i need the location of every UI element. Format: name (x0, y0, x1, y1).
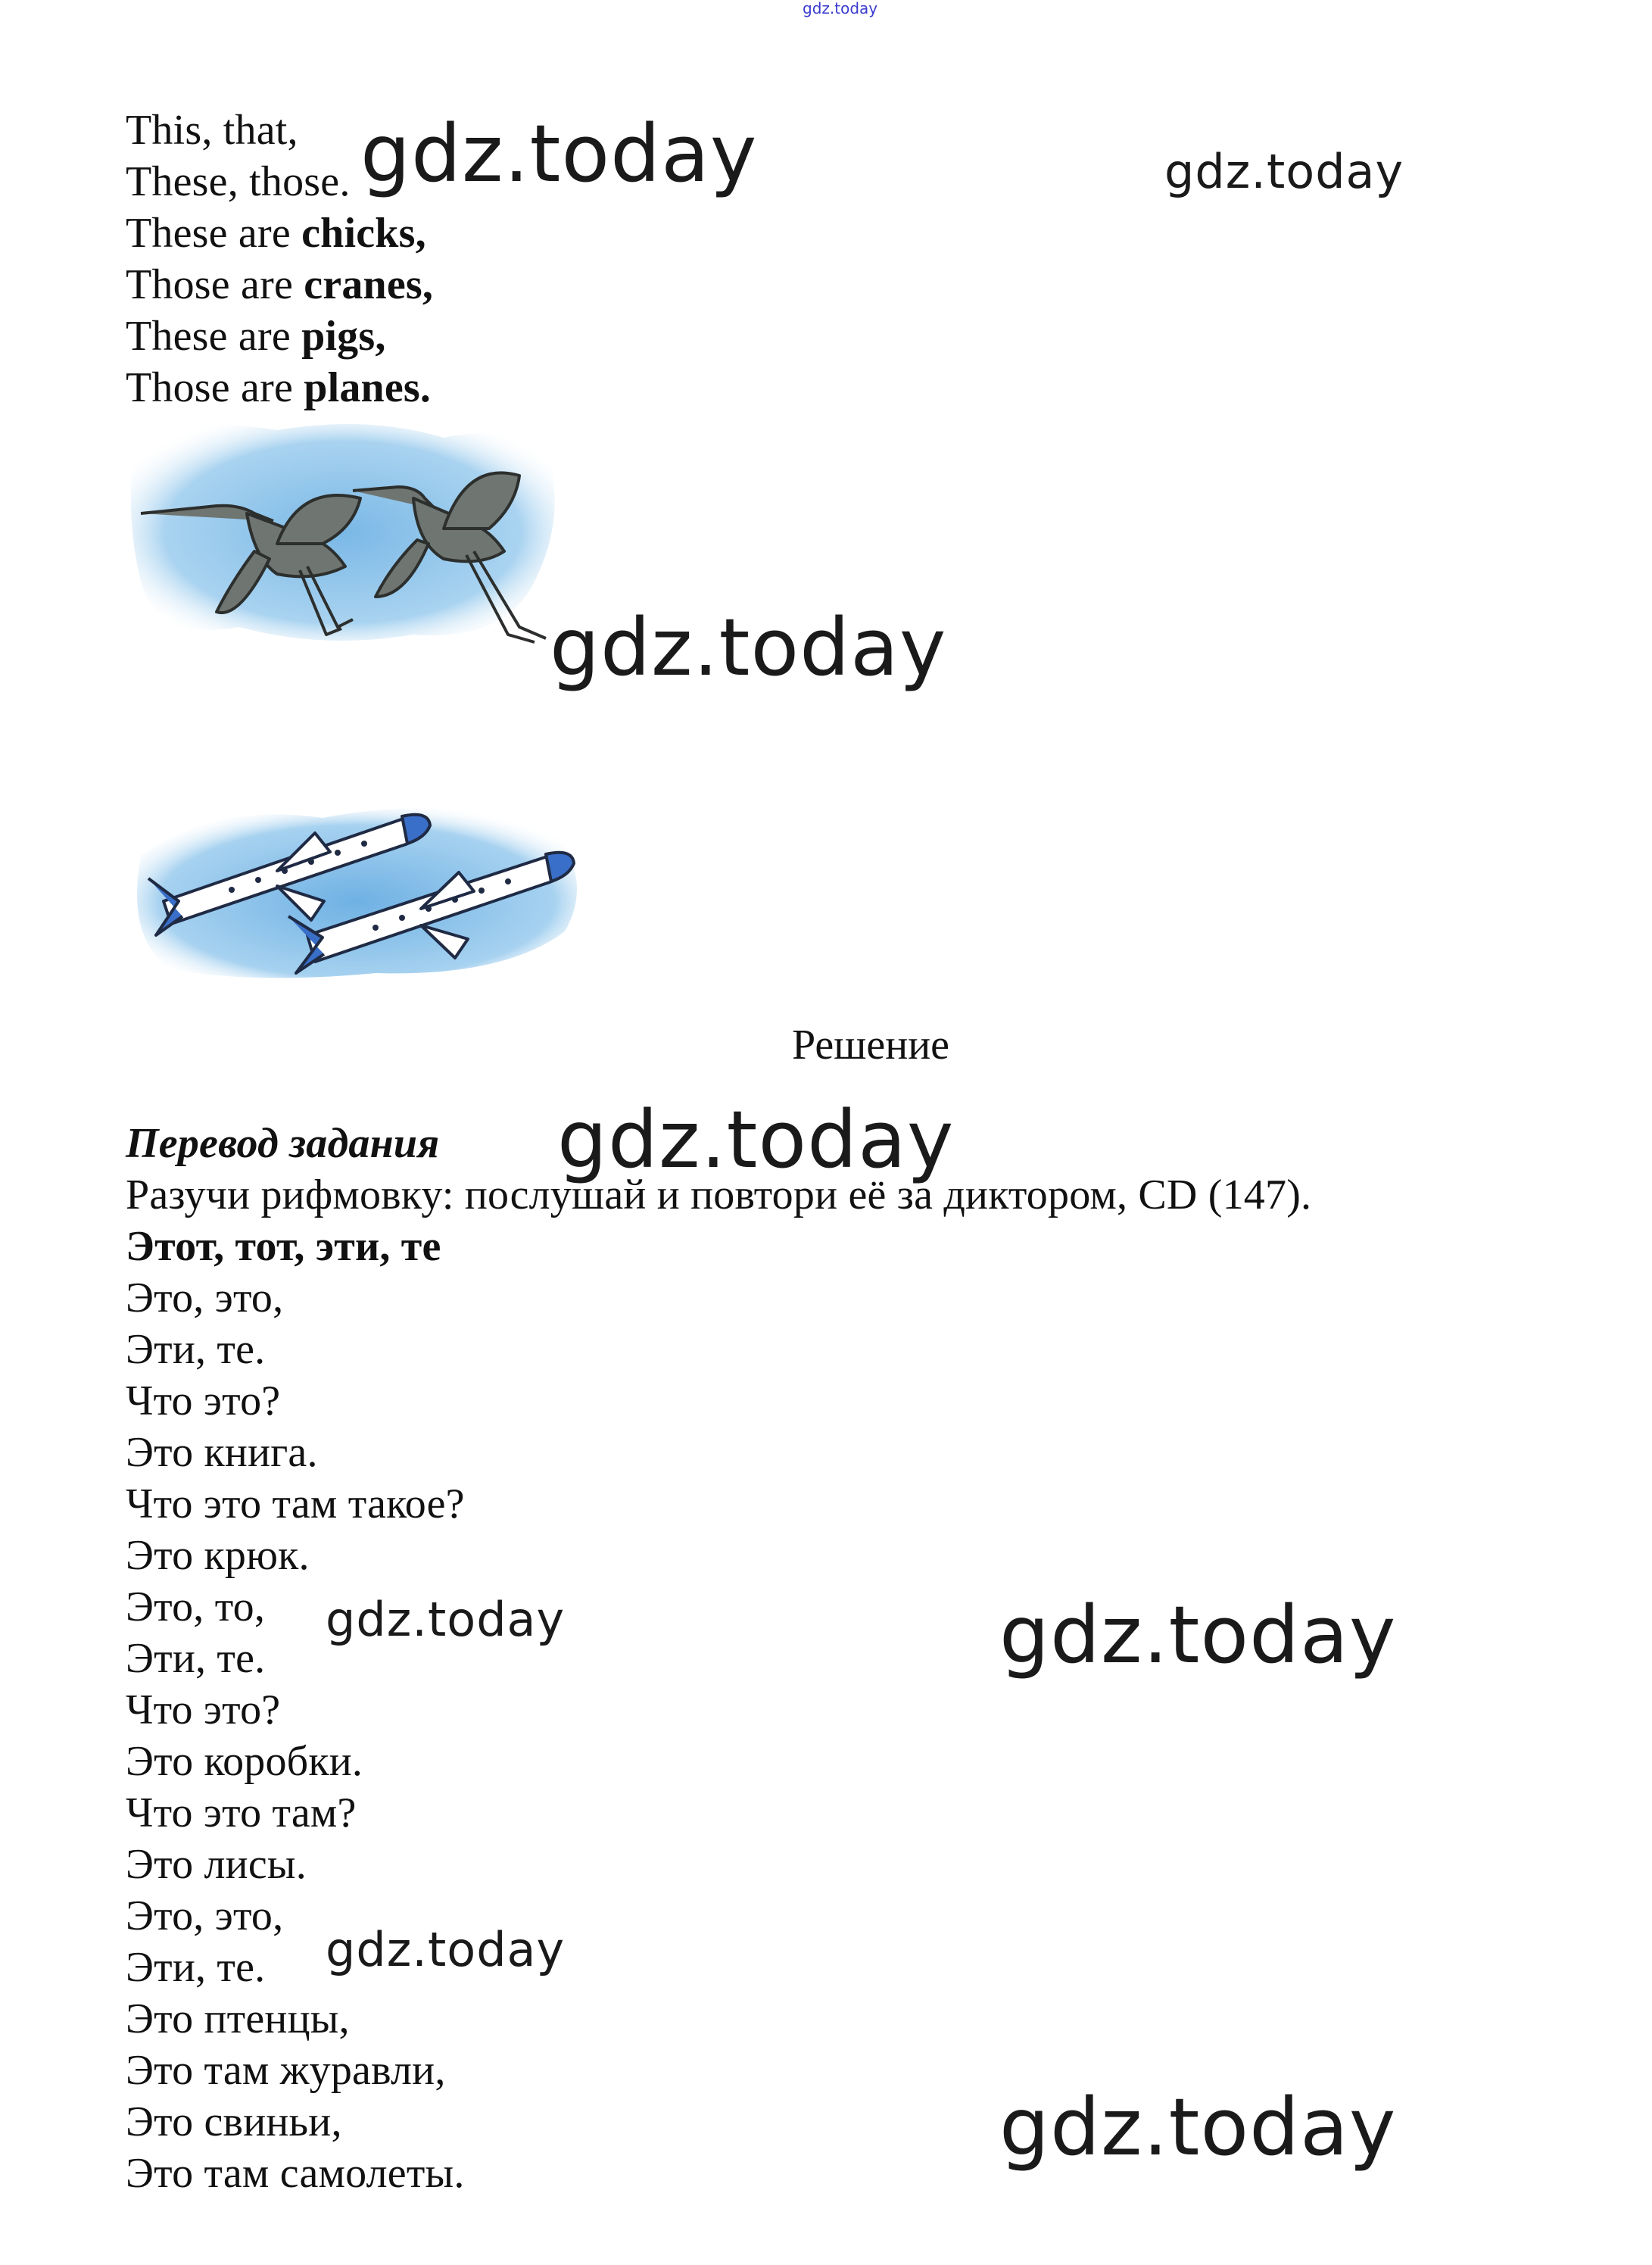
watermark: gdz.today (326, 1922, 566, 1977)
translation-line: Это лисы. (126, 1841, 307, 1888)
translation-line: Эти, те. (126, 1326, 266, 1373)
flying-planes-illustration (126, 788, 588, 984)
poem-line: These are pigs, (126, 313, 386, 360)
translation-instruction: Разучи рифмовку: послушай и повтори её за диктором, CD (147). (126, 1171, 1312, 1218)
top-watermark: gdz.today (803, 0, 878, 17)
translation-line: Что это там такое? (126, 1480, 465, 1527)
translation-line: Что это? (126, 1377, 281, 1424)
watermark: gdz.today (557, 1094, 955, 1186)
translation-line: Это, это, (126, 1274, 284, 1321)
cranes-svg (126, 415, 565, 657)
translation-line: Это там самолеты. (126, 2150, 465, 2197)
poem-line: Those are cranes, (126, 261, 434, 308)
translation-line: Это птенцы, (126, 1995, 350, 2042)
translation-line: Это там журавли, (126, 2047, 446, 2094)
poem-line: These, those. (126, 158, 351, 205)
translation-line: Что это там? (126, 1789, 357, 1836)
translation-line: Это коробки. (126, 1738, 363, 1785)
translation-line: Что это? (126, 1686, 281, 1733)
translation-line: Это, это, (126, 1892, 284, 1939)
watermark: gdz.today (1164, 144, 1404, 199)
translation-line: Это книга. (126, 1429, 318, 1476)
solution-heading: Решение (791, 1022, 950, 1069)
poem-line: Those are planes. (126, 364, 432, 411)
translation-heading: Перевод задания (126, 1120, 440, 1167)
translation-title: Этот, тот, эти, те (126, 1223, 441, 1270)
translation-line: Это свиньи, (126, 2098, 342, 2145)
planes-svg (126, 788, 588, 984)
poem-line: This, that, (126, 107, 298, 154)
translation-line: Это крюк. (126, 1532, 310, 1579)
translation-line: Эти, те. (126, 1635, 266, 1682)
translation-line: Это, то, (126, 1583, 266, 1630)
poem-line: These are chicks, (126, 210, 426, 257)
watermark: gdz.today (999, 2081, 1397, 2173)
translation-line: Эти, те. (126, 1944, 266, 1991)
watermark: gdz.today (550, 601, 947, 694)
watermark: gdz.today (326, 1592, 566, 1647)
watermark: gdz.today (360, 108, 758, 200)
flying-cranes-illustration (126, 415, 565, 657)
watermark: gdz.today (999, 1589, 1397, 1681)
